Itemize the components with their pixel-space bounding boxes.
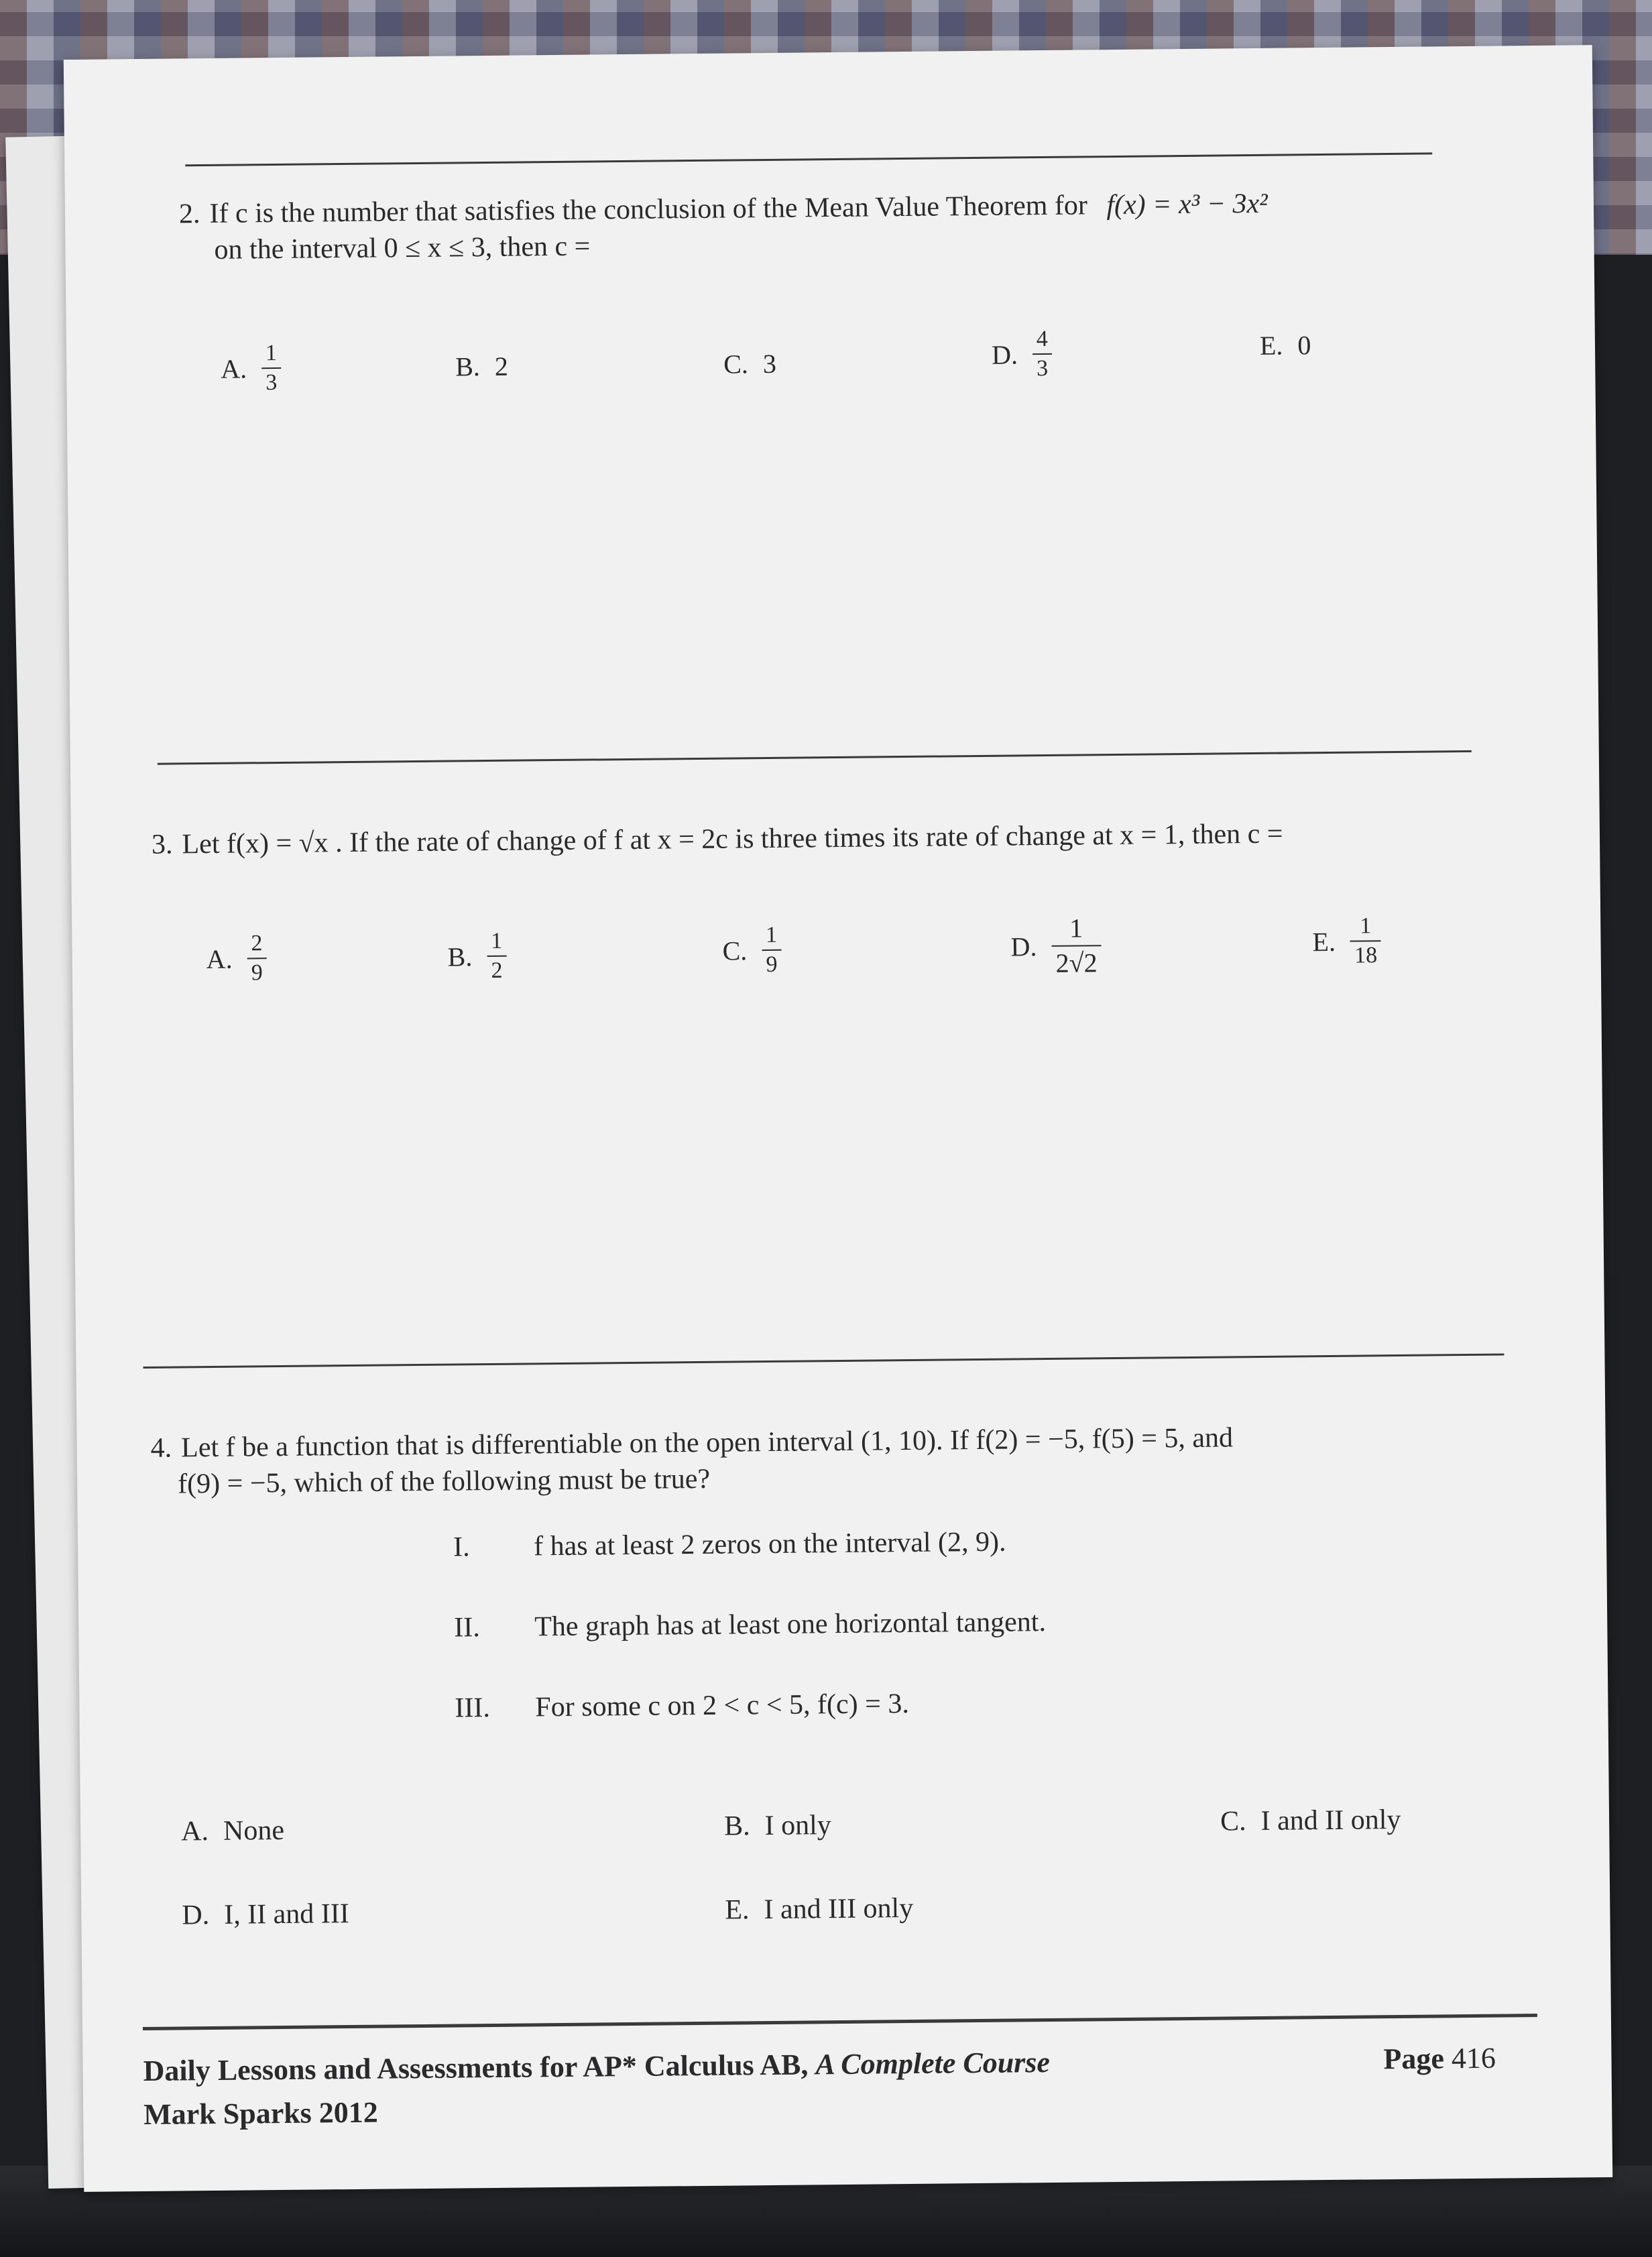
q2-number: 2. — [178, 198, 200, 230]
worksheet-page — [64, 45, 1612, 2192]
q3-option-c[interactable] — [722, 921, 782, 980]
q2-option-e-letter: E. — [1259, 330, 1283, 361]
q3-text — [152, 813, 1559, 863]
q3-option-d-fraction: $\frac{1}{2√2}$ — [1051, 911, 1102, 980]
q4-statement-3-numeral: III. — [455, 1692, 491, 1724]
q2-function: f(x) = x³ − 3x² — [1106, 188, 1268, 221]
top-rule — [185, 152, 1432, 166]
q2-option-c-letter: C. — [723, 349, 749, 380]
q4-statement-1 — [453, 1526, 1006, 1564]
q4-option-b[interactable] — [724, 1809, 831, 1843]
q4-statement-2-numeral: II. — [454, 1612, 480, 1643]
q3-option-d-letter: D. — [1010, 931, 1037, 962]
q4-statement-2-text: The graph has at least one horizontal tangent. — [534, 1607, 1047, 1643]
q4-option-e-text: I and III only — [764, 1892, 914, 1926]
footer-title — [143, 2045, 1050, 2088]
q3-rule — [158, 750, 1472, 765]
q4-option-d[interactable] — [182, 1898, 349, 1931]
q4-option-a-letter: A. — [180, 1816, 209, 1847]
q2-option-a[interactable] — [221, 339, 282, 398]
footer-page — [1383, 2041, 1496, 2077]
q2-option-a-letter: A. — [221, 353, 247, 384]
q3-option-d[interactable] — [1010, 911, 1102, 980]
footer-title-prefix: Daily Lessons and Assessments for AP* Calculus AB, — [143, 2048, 809, 2088]
q4-rule — [143, 1353, 1504, 1368]
q3-option-e-fraction: $\frac{1}{18}$ — [1350, 912, 1382, 970]
footer-author: Mark Sparks 2012 — [143, 2095, 379, 2132]
q4-option-d-letter: D. — [182, 1900, 210, 1931]
q4-line2: f(9) = −5, which of the following must be true? — [177, 1463, 711, 1500]
footer-rule — [143, 2014, 1537, 2030]
q3-option-e-letter: E. — [1312, 926, 1336, 957]
q4-line1: Let f be a function that is differentiable on the open interval (1, 10). If f(2) = −5, f(5) = 5, and — [180, 1422, 1234, 1464]
q4-option-a-text: None — [223, 1814, 285, 1847]
q2-line2: on the interval 0 ≤ x ≤ 3, then c = — [214, 231, 591, 266]
q2-option-c-value: 3 — [762, 348, 777, 380]
q2-option-b[interactable] — [455, 351, 508, 383]
q2-option-e-value: 0 — [1297, 330, 1311, 361]
q2-option-e[interactable] — [1260, 329, 1311, 361]
q4-option-a[interactable] — [181, 1814, 284, 1847]
q3-option-b[interactable] — [447, 927, 507, 986]
footer-page-number: 416 — [1451, 2041, 1496, 2075]
q3-number: 3. — [151, 829, 173, 860]
footer-page-label: Page — [1383, 2042, 1445, 2076]
q3-option-e[interactable] — [1312, 912, 1381, 970]
q3-option-a-letter: A. — [206, 943, 233, 974]
q4-statement-3 — [455, 1688, 909, 1725]
q3-option-a-fraction: $\frac{2}{9}$ — [247, 929, 267, 987]
q4-option-c[interactable] — [1220, 1804, 1401, 1838]
q4-number: 4. — [150, 1432, 172, 1464]
q4-option-b-text: I only — [764, 1810, 832, 1842]
q3-statement: Let f(x) = √x . If the rate of change of f at x = 2c is three times its rate of change at x = 1, then c = — [182, 818, 1283, 860]
q2-option-a-fraction: $\frac{1}{3}$ — [261, 339, 282, 397]
q4-statement-2 — [454, 1606, 1046, 1643]
q3-option-c-fraction: $\frac{1}{9}$ — [762, 921, 782, 979]
q4-option-e-letter: E. — [725, 1894, 750, 1926]
q4-option-b-letter: B. — [723, 1810, 750, 1842]
q4-statement-1-text: f has at least 2 zeros on the interval (2, 9). — [533, 1526, 1006, 1562]
q3-option-b-fraction: $\frac{1}{2}$ — [487, 927, 507, 985]
q2-option-d[interactable] — [992, 325, 1053, 384]
q2-option-d-fraction: $\frac{4}{3}$ — [1032, 325, 1053, 383]
q3-option-b-letter: B. — [447, 941, 473, 972]
q2-option-d-letter: D. — [991, 339, 1018, 370]
q4-option-d-text: I, II and III — [223, 1898, 349, 1930]
q4-text — [150, 1417, 1559, 1503]
q4-option-c-text: I and II only — [1260, 1804, 1401, 1837]
q3-option-a[interactable] — [206, 929, 267, 988]
q4-option-e[interactable] — [725, 1892, 913, 1926]
q2-option-c[interactable] — [723, 348, 776, 380]
q2-option-b-letter: B. — [455, 351, 481, 382]
footer-title-italic: A Complete Course — [815, 2046, 1051, 2081]
q2-text — [179, 183, 1521, 268]
q3-option-c-letter: C. — [722, 935, 748, 966]
q4-option-c-letter: C. — [1220, 1806, 1246, 1837]
q4-statement-1-numeral: I. — [453, 1531, 470, 1563]
q2-line1: If c is the number that satisfies the conclusion of the Mean Value Theorem for — [209, 190, 1088, 229]
q4-statement-3-text: For some c on 2 < c < 5, f(c) = 3. — [535, 1688, 910, 1723]
q2-option-b-value: 2 — [494, 351, 509, 382]
